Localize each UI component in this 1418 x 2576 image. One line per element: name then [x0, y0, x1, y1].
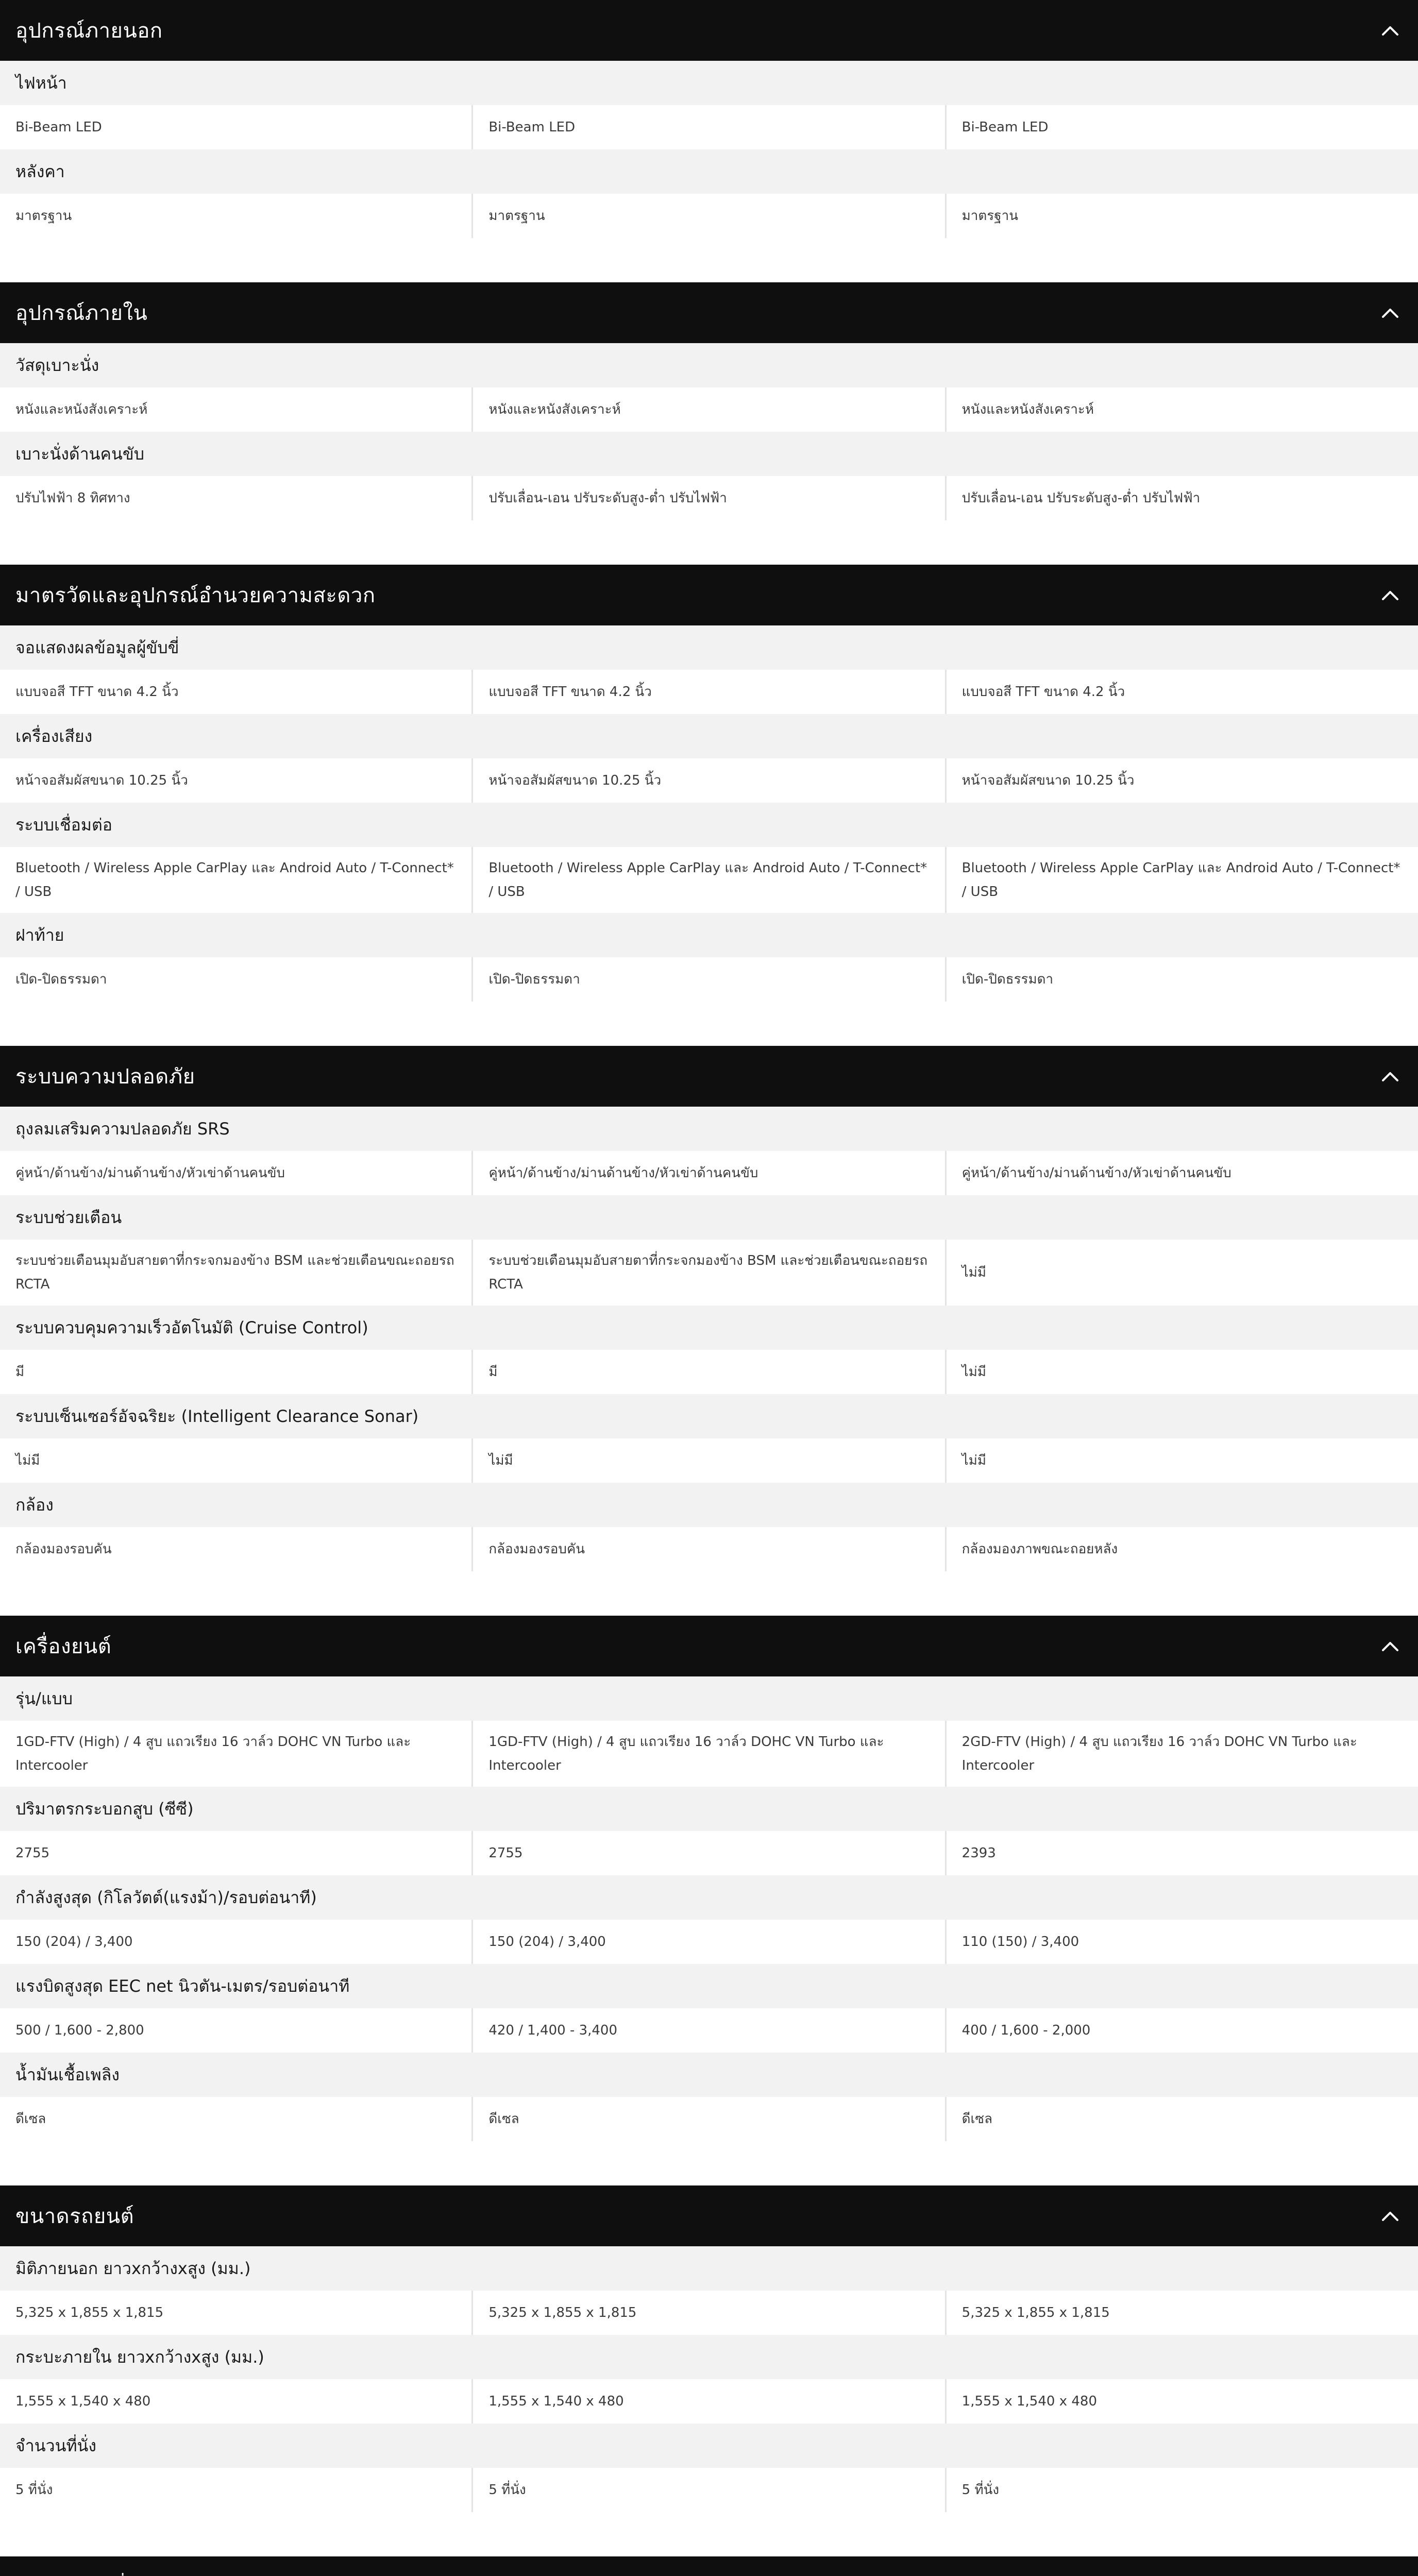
section-header[interactable] — [0, 1616, 1418, 1676]
spec-value-model-3: หน้าจอสัมผัสขนาด 10.25 นิ้ว — [945, 758, 1418, 803]
spec-row-values — [0, 2097, 1418, 2141]
section-title: เครื่องยนต์ — [15, 1635, 112, 1658]
spec-value-model-3: คู่หน้า/ด้านข้าง/ม่านด้านข้าง/หัวเข่าด้านคนขับ — [945, 1151, 1418, 1195]
spec-row-values — [0, 1350, 1418, 1394]
spec-row-values — [0, 758, 1418, 803]
spec-row-label: จอแสดงผลข้อมูลผู้ขับขี่ — [0, 625, 1418, 670]
spec-value-model-2: แบบจอสี TFT ขนาด 4.2 นิ้ว — [471, 670, 944, 714]
spec-row-label: รุ่น/แบบ — [0, 1676, 1418, 1721]
spec-value-model-1: มาตรฐาน — [15, 208, 72, 224]
spec-row-label: จำนวนที่นั่ง — [0, 2424, 1418, 2468]
spec-value-model-1: หนังและหนังสังเคราะห์ — [15, 402, 148, 417]
spec-value-model-1: 5 ที่นั่ง — [15, 2482, 53, 2498]
spec-value-model-2: Bi-Beam LED — [471, 105, 944, 149]
spec-row-label: กระบะภายใน ยาวxกว้างxสูง (มม.) — [0, 2335, 1418, 2379]
spec-row-values — [0, 194, 1418, 238]
spec-row-label: ระบบเชื่อมต่อ — [0, 803, 1418, 847]
spec-section — [0, 1616, 1418, 2185]
spec-row-label: ปริมาตรกระบอกสูบ (ซีซี) — [0, 1787, 1418, 1831]
chevron-up-icon[interactable] — [1378, 1634, 1403, 1658]
section-header[interactable] — [0, 2556, 1418, 2576]
spec-value-model-2: คู่หน้า/ด้านข้าง/ม่านด้านข้าง/หัวเข่าด้านคนขับ — [471, 1151, 944, 1195]
spec-value-model-2: 2755 — [471, 1831, 944, 1875]
spec-value-model-3: ไม่มี — [945, 1438, 1418, 1483]
spec-value-model-1: เปิด-ปิดธรรมดา — [15, 972, 107, 987]
spec-row-label: วัสดุเบาะนั่ง — [0, 343, 1418, 387]
section-spacer — [0, 1002, 1418, 1046]
section-spacer — [0, 1571, 1418, 1616]
spec-row-label: ระบบช่วยเตือน — [0, 1195, 1418, 1240]
spec-value-model-1: Bi-Beam LED — [15, 120, 102, 135]
spec-row-label: น้ำมันเชื้อเพลิง — [0, 2053, 1418, 2097]
section-title: ระบบความปลอดภัย — [15, 1065, 195, 1089]
spec-value-model-1: ปรับไฟฟ้า 8 ทิศทาง — [15, 490, 130, 506]
spec-value-model-2: มี — [471, 1350, 944, 1394]
section-spacer — [0, 520, 1418, 565]
spec-value-model-2: 1GD-FTV (High) / 4 สูบ แถวเรียง 16 วาล์ว DOHC VN Turbo และ Intercooler — [471, 1721, 944, 1787]
section-spacer — [0, 2141, 1418, 2185]
spec-value-model-3: 110 (150) / 3,400 — [945, 1920, 1418, 1964]
section-header[interactable] — [0, 2185, 1418, 2246]
spec-value-model-1: 500 / 1,600 - 2,800 — [15, 2023, 144, 2038]
spec-row-values — [0, 1240, 1418, 1306]
spec-value-model-2: 5,325 x 1,855 x 1,815 — [471, 2291, 944, 2335]
spec-row-label: เครื่องเสียง — [0, 714, 1418, 758]
section-header[interactable] — [0, 0, 1418, 61]
spec-row-values — [0, 1920, 1418, 1964]
section-title: มาตรวัดและอุปกรณ์อำนวยความสะดวก — [15, 584, 376, 607]
spec-row-values — [0, 2379, 1418, 2424]
spec-value-model-3: 2GD-FTV (High) / 4 สูบ แถวเรียง 16 วาล์ว DOHC VN Turbo และ Intercooler — [945, 1721, 1418, 1787]
spec-row-label: ไฟหน้า — [0, 61, 1418, 105]
spec-value-model-1: Bluetooth / Wireless Apple CarPlay และ Android Auto / T-Connect* / USB — [15, 860, 454, 900]
spec-value-model-2: หนังและหนังสังเคราะห์ — [471, 387, 944, 432]
spec-section — [0, 2556, 1418, 2576]
spec-row-label: กล้อง — [0, 1483, 1418, 1527]
spec-value-model-3: หนังและหนังสังเคราะห์ — [945, 387, 1418, 432]
section-title: อุปกรณ์ภายนอก — [15, 19, 163, 43]
section-spacer — [0, 238, 1418, 282]
spec-value-model-1: คู่หน้า/ด้านข้าง/ม่านด้านข้าง/หัวเข่าด้านคนขับ — [15, 1165, 285, 1181]
spec-value-model-1: ไม่มี — [15, 1453, 40, 1468]
spec-row-values — [0, 476, 1418, 520]
spec-value-model-3: ไม่มี — [945, 1350, 1418, 1394]
spec-value-model-2: เปิด-ปิดธรรมดา — [471, 957, 944, 1002]
spec-section — [0, 565, 1418, 1046]
section-header[interactable] — [0, 1046, 1418, 1107]
spec-value-model-2: ไม่มี — [471, 1438, 944, 1483]
spec-value-model-1: 5,325 x 1,855 x 1,815 — [15, 2305, 164, 2320]
spec-value-model-1: กล้องมองรอบคัน — [15, 1541, 112, 1557]
spec-row-values — [0, 387, 1418, 432]
spec-value-model-2: ดีเซล — [471, 2097, 944, 2141]
spec-row-values — [0, 1438, 1418, 1483]
spec-row-label: ฝาท้าย — [0, 913, 1418, 957]
spec-value-model-3: มาตรฐาน — [945, 194, 1418, 238]
chevron-up-icon[interactable] — [1378, 18, 1403, 43]
chevron-up-icon[interactable] — [1378, 2204, 1403, 2228]
spec-value-model-3: 1,555 x 1,540 x 480 — [945, 2379, 1418, 2424]
spec-value-model-3: กล้องมองภาพขณะถอยหลัง — [945, 1527, 1418, 1571]
chevron-up-icon[interactable] — [1378, 1064, 1403, 1089]
spec-value-model-1: ดีเซล — [15, 2111, 46, 2127]
spec-row-values — [0, 2468, 1418, 2512]
chevron-up-icon[interactable] — [1378, 583, 1403, 607]
section-header[interactable] — [0, 282, 1418, 343]
spec-value-model-2: 1,555 x 1,540 x 480 — [471, 2379, 944, 2424]
spec-value-model-2: Bluetooth / Wireless Apple CarPlay และ Android Auto / T-Connect* / USB — [471, 847, 944, 913]
spec-section — [0, 0, 1418, 282]
spec-value-model-3: 2393 — [945, 1831, 1418, 1875]
spec-value-model-1: ระบบช่วยเตือนมุมอับสายตาที่กระจกมองข้าง BSM และช่วยเตือนขณะถอยรถ RCTA — [15, 1253, 454, 1292]
spec-section — [0, 1046, 1418, 1616]
spec-row-values — [0, 2291, 1418, 2335]
spec-row-label: ระบบควบคุมความเร็วอัตโนมัติ (Cruise Control) — [0, 1306, 1418, 1350]
spec-value-model-3: เปิด-ปิดธรรมดา — [945, 957, 1418, 1002]
spec-value-model-3: แบบจอสี TFT ขนาด 4.2 นิ้ว — [945, 670, 1418, 714]
spec-row-label: หลังคา — [0, 149, 1418, 194]
spec-value-model-3: 5,325 x 1,855 x 1,815 — [945, 2291, 1418, 2335]
spec-row-label: มิติภายนอก ยาวxกว้างxสูง (มม.) — [0, 2246, 1418, 2291]
spec-value-model-2: 150 (204) / 3,400 — [471, 1920, 944, 1964]
section-title: อุปกรณ์ภายใน — [15, 301, 148, 325]
spec-section — [0, 2185, 1418, 2556]
spec-value-model-1: มี — [15, 1364, 25, 1380]
spec-value-model-2: 420 / 1,400 - 3,400 — [471, 2008, 944, 2053]
spec-value-model-3: 5 ที่นั่ง — [945, 2468, 1418, 2512]
spec-row-values — [0, 1151, 1418, 1195]
chevron-up-icon[interactable] — [1378, 300, 1403, 325]
spec-row-values — [0, 1527, 1418, 1571]
spec-value-model-3: ปรับเลื่อน-เอน ปรับระดับสูง-ต่ำ ปรับไฟฟ้า — [945, 476, 1418, 520]
section-title — [15, 2570, 347, 2576]
spec-row-label: เบาะนั่งด้านคนขับ — [0, 432, 1418, 476]
spec-row-label: กำลังสูงสุด (กิโลวัตต์(แรงม้า)/รอบต่อนาที) — [0, 1875, 1418, 1920]
spec-value-model-1: 2755 — [15, 1845, 50, 1861]
spec-value-model-2: 5 ที่นั่ง — [471, 2468, 944, 2512]
spec-row-values — [0, 2008, 1418, 2053]
spec-row-label: ระบบเซ็นเซอร์อัจฉริยะ (Intelligent Clearance Sonar) — [0, 1394, 1418, 1438]
spec-row-values — [0, 105, 1418, 149]
spec-section — [0, 282, 1418, 565]
spec-value-model-3: ไม่มี — [945, 1240, 1418, 1306]
spec-value-model-1: 1,555 x 1,540 x 480 — [15, 2394, 151, 2409]
spec-row-values — [0, 957, 1418, 1002]
spec-value-model-3: ดีเซล — [945, 2097, 1418, 2141]
spec-value-model-2: ระบบช่วยเตือนมุมอับสายตาที่กระจกมองข้าง BSM และช่วยเตือนขณะถอยรถ RCTA — [471, 1240, 944, 1306]
spec-value-model-1: 1GD-FTV (High) / 4 สูบ แถวเรียง 16 วาล์ว DOHC VN Turbo และ Intercooler — [15, 1734, 411, 1773]
spec-row-label: แรงบิดสูงสุด EEC net นิวตัน-เมตร/รอบต่อนาที — [0, 1964, 1418, 2008]
section-header[interactable] — [0, 565, 1418, 625]
spec-row-label: ถุงลมเสริมความปลอดภัย SRS — [0, 1107, 1418, 1151]
spec-row-values — [0, 847, 1418, 913]
spec-row-values — [0, 1831, 1418, 1875]
spec-value-model-2: มาตรฐาน — [471, 194, 944, 238]
spec-value-model-3: Bi-Beam LED — [945, 105, 1418, 149]
spec-value-model-3: Bluetooth / Wireless Apple CarPlay และ Android Auto / T-Connect* / USB — [945, 847, 1418, 913]
spec-value-model-2: กล้องมองรอบคัน — [471, 1527, 944, 1571]
spec-row-values — [0, 1721, 1418, 1787]
spec-value-model-3: 400 / 1,600 - 2,000 — [945, 2008, 1418, 2053]
spec-value-model-2: ปรับเลื่อน-เอน ปรับระดับสูง-ต่ำ ปรับไฟฟ้า — [471, 476, 944, 520]
section-spacer — [0, 2512, 1418, 2556]
spec-value-model-1: แบบจอสี TFT ขนาด 4.2 นิ้ว — [15, 684, 179, 700]
spec-row-values — [0, 670, 1418, 714]
spec-value-model-1: หน้าจอสัมผัสขนาด 10.25 นิ้ว — [15, 773, 188, 788]
spec-value-model-1: 150 (204) / 3,400 — [15, 1934, 133, 1950]
spec-value-model-2: หน้าจอสัมผัสขนาด 10.25 นิ้ว — [471, 758, 944, 803]
section-title: ขนาดรถยนต์ — [15, 2205, 134, 2228]
